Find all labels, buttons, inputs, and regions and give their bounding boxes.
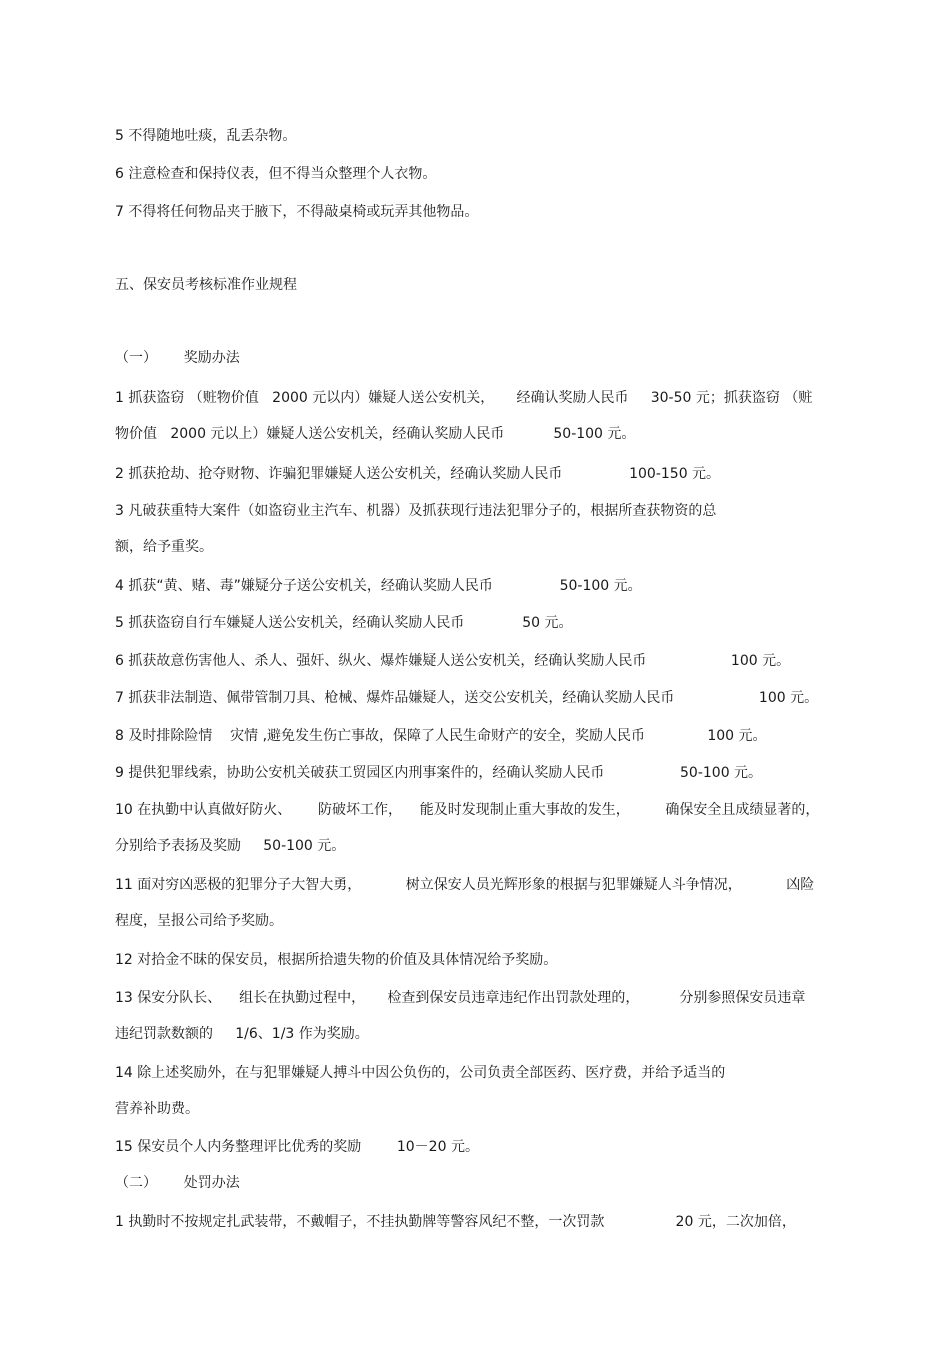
- subsection-heading-penalties: （二） 处罚办法: [115, 1175, 240, 1191]
- rule-line-6: 6 注意检查和保持仪表，但不得当众整理个人衣物。: [115, 166, 437, 182]
- reward-item-11-line-1: 11 面对穷凶恶极的犯罪分子大智大勇， 树立保安人员光辉形象的根据与犯罪嫌疑人斗争情况， 凶险: [115, 877, 815, 893]
- reward-item-13-line-2: 违纪罚款数额的 1/6、1/3 作为奖励。: [115, 1026, 369, 1042]
- reward-item-1-line-1: 1 抓获盗窃 （赃物价值 2000 元以内）嫌疑人送公安机关， 经确认奖励人民币 30-50 元；抓获盗窃 （赃: [115, 390, 813, 406]
- rule-line-5: 5 不得随地吐痰，乱丢杂物。: [115, 128, 297, 144]
- reward-item-12: 12 对拾金不昧的保安员，根据所拾遗失物的价值及具体情况给予奖励。: [115, 952, 558, 968]
- subsection-heading-rewards: （一） 奖励办法: [115, 350, 240, 366]
- reward-item-8: 8 及时排除险情 灾情 ,避免发生伤亡事故，保障了人民生命财产的安全，奖励人民币 100 元。: [115, 728, 767, 744]
- reward-item-2: 2 抓获抢劫、抢夺财物、诈骗犯罪嫌疑人送公安机关，经确认奖励人民币 100-150 元。: [115, 466, 721, 482]
- reward-item-1-line-2: 物价值 2000 元以上）嫌疑人送公安机关，经确认奖励人民币 50-100 元。: [115, 426, 636, 442]
- reward-item-14-line-1: 14 除上述奖励外，在与犯罪嫌疑人搏斗中因公负伤的，公司负责全部医药、医疗费，并给予适当的: [115, 1065, 726, 1081]
- reward-item-15: 15 保安员个人内务整理评比优秀的奖励 10－20 元。: [115, 1139, 479, 1155]
- reward-item-10-line-1: 10 在执勤中认真做好防火、 防破坏工作， 能及时发现制止重大事故的发生， 确保安全且成绩显著的，: [115, 802, 820, 818]
- reward-item-10-line-2: 分别给予表扬及奖励 50-100 元。: [115, 838, 346, 854]
- reward-item-3-line-2: 额，给予重奖。: [115, 539, 213, 555]
- reward-item-6: 6 抓获故意伤害他人、杀人、强奸、纵火、爆炸嫌疑人送公安机关，经确认奖励人民币 100 元。: [115, 653, 791, 669]
- reward-item-9: 9 提供犯罪线索，协助公安机关破获工贸园区内刑事案件的，经确认奖励人民币 50-100 元。: [115, 765, 763, 781]
- section-heading-five: 五、保安员考核标准作业规程: [115, 277, 297, 293]
- reward-item-4: 4 抓获“黄、赌、毒”嫌疑分子送公安机关，经确认奖励人民币 50-100 元。: [115, 578, 642, 594]
- rule-line-7: 7 不得将任何物品夹于腋下，不得敲桌椅或玩弄其他物品。: [115, 204, 479, 220]
- reward-item-13-line-1: 13 保安分队长、 组长在执勤过程中， 检查到保安员违章违纪作出罚款处理的， 分别参照保安员违章: [115, 990, 806, 1006]
- penalty-item-1: 1 执勤时不按规定扎武装带，不戴帽子，不挂执勤牌等警容风纪不整，一次罚款 20 元，二次加倍，: [115, 1214, 796, 1230]
- reward-item-7: 7 抓获非法制造、佩带管制刀具、枪械、爆炸品嫌疑人，送交公安机关，经确认奖励人民币 100 元。: [115, 690, 819, 706]
- reward-item-14-line-2: 营养补助费。: [115, 1101, 199, 1117]
- reward-item-11-line-2: 程度，呈报公司给予奖励。: [115, 913, 283, 929]
- reward-item-5: 5 抓获盗窃自行车嫌疑人送公安机关，经确认奖励人民币 50 元。: [115, 615, 573, 631]
- reward-item-3-line-1: 3 凡破获重特大案件（如盗窃业主汽车、机器）及抓获现行违法犯罪分子的，根据所查获物资的总: [115, 503, 717, 519]
